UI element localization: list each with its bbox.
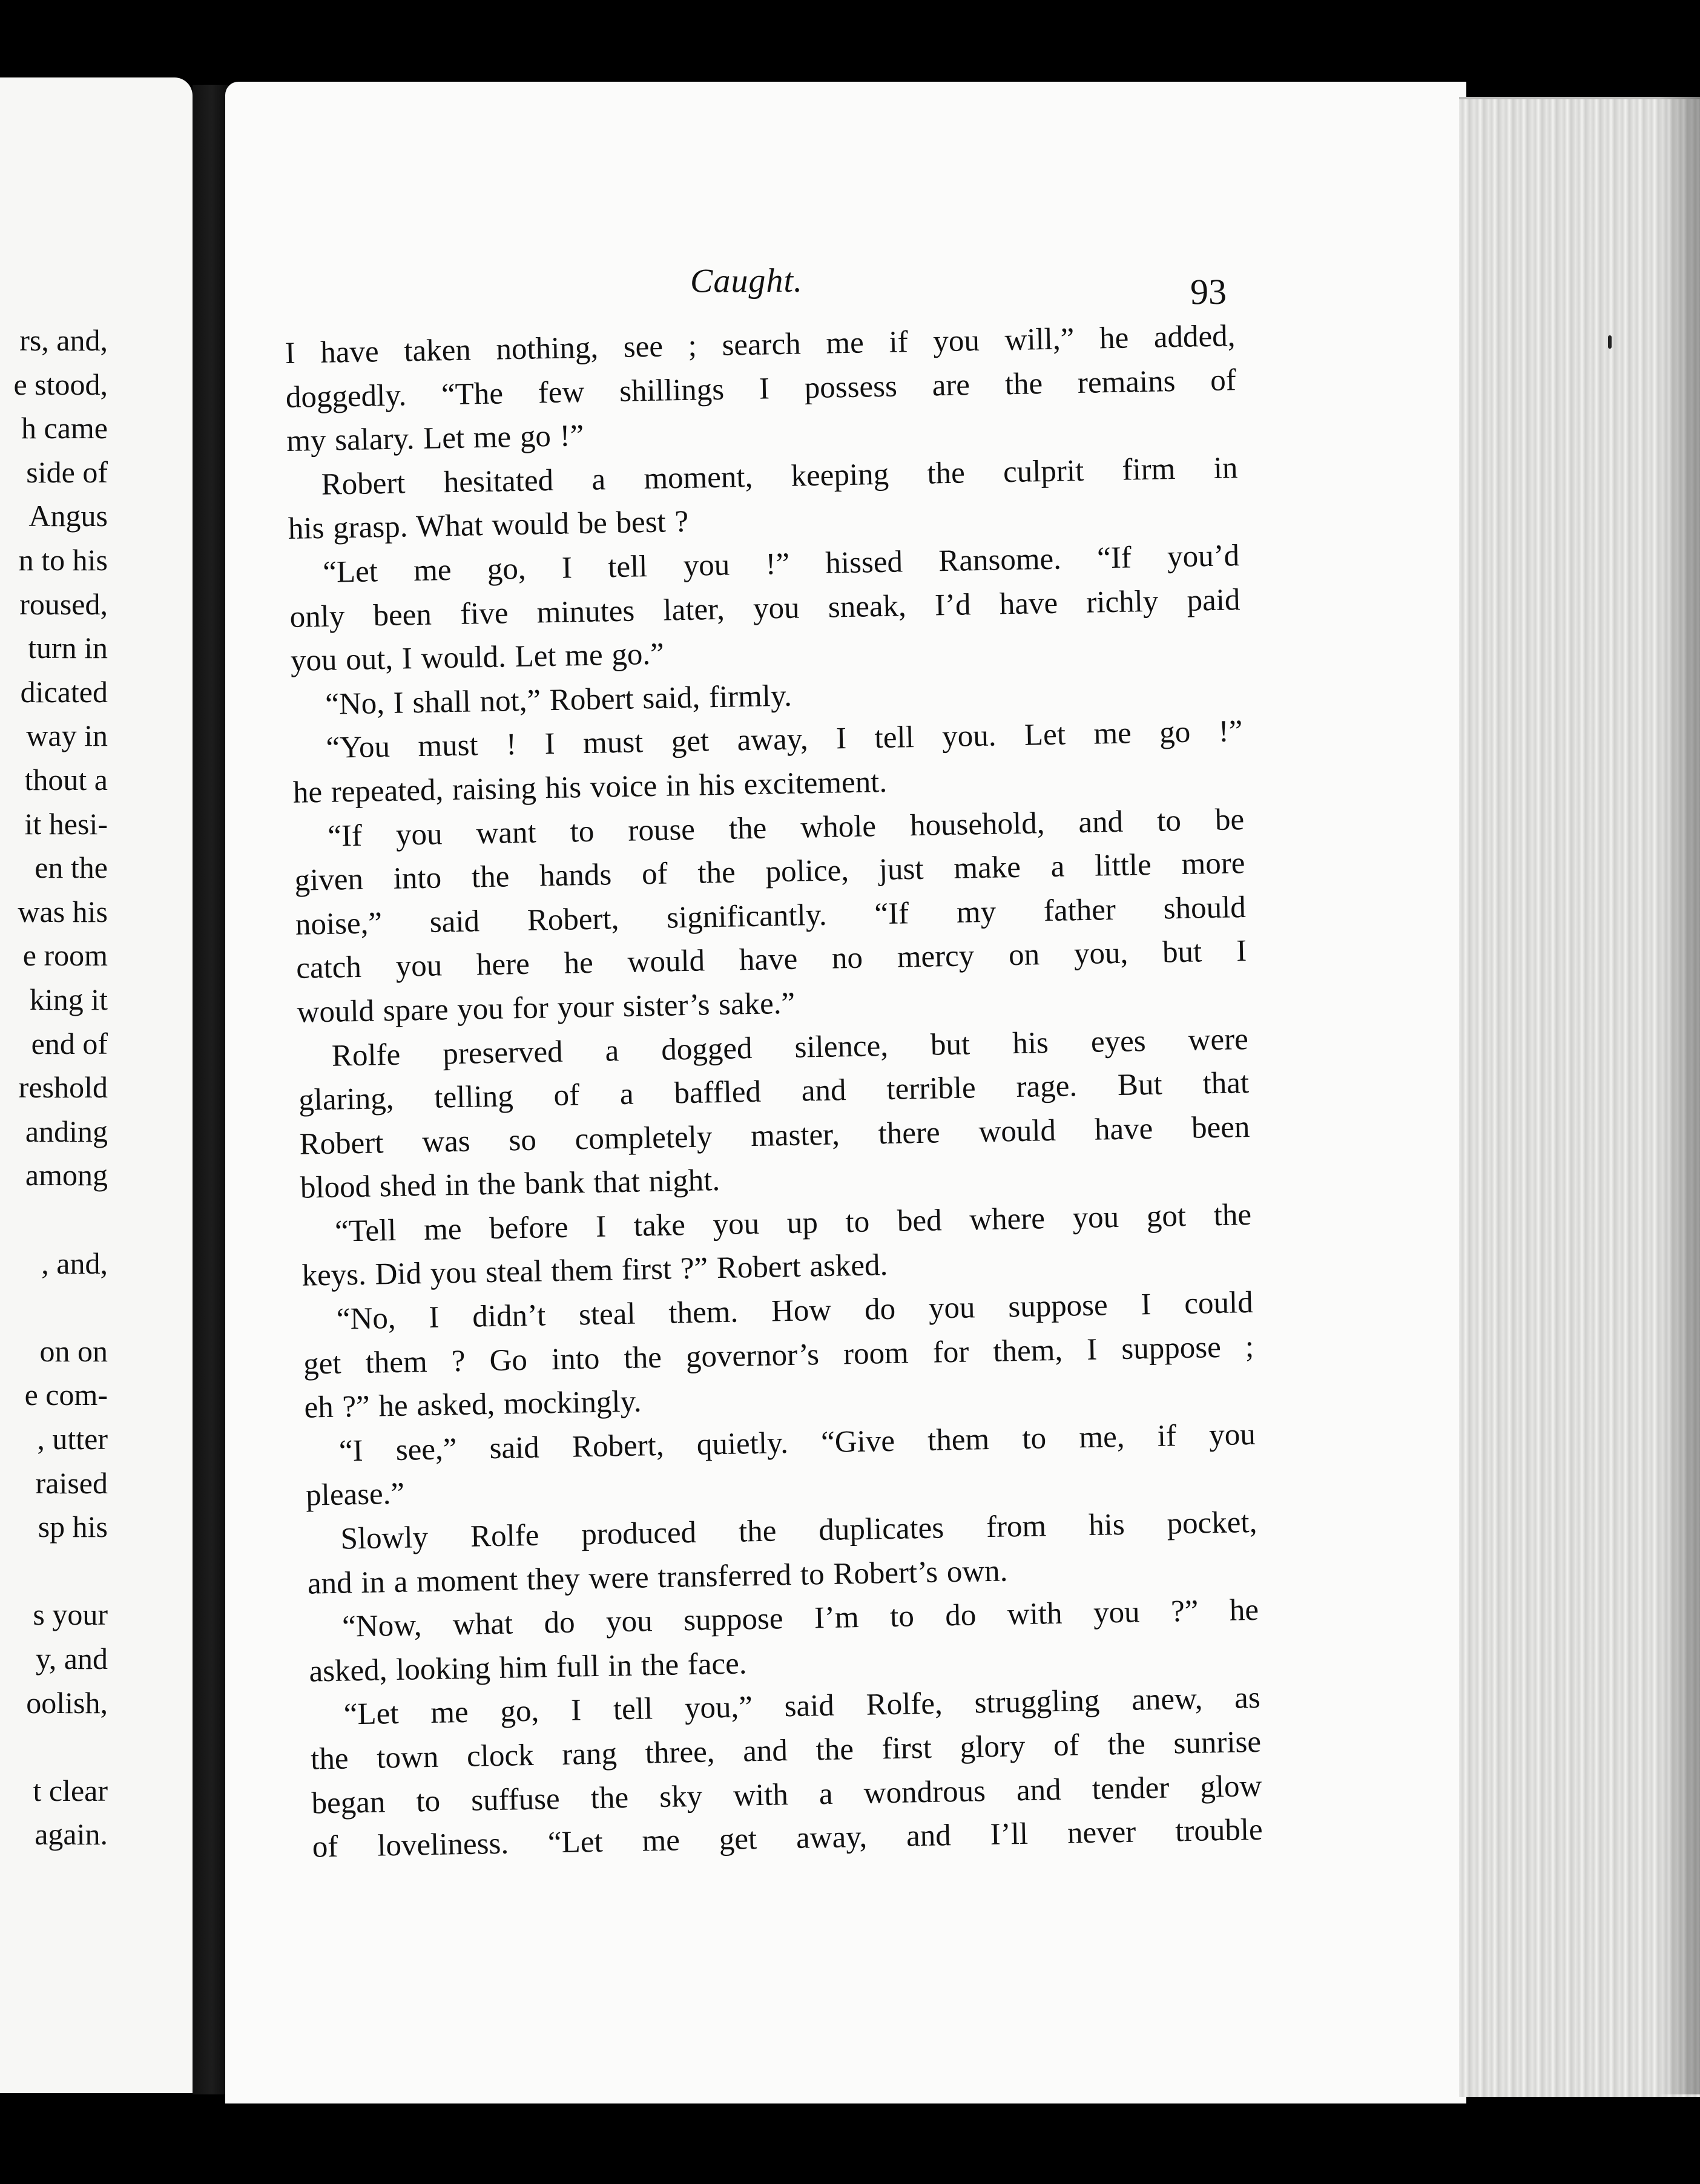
running-title: Caught. <box>690 261 803 300</box>
text-line: “Let me go, I tell you !” hissed Ransome. “If you’d <box>322 539 1240 590</box>
text-line: you out, I would. Let me go.” <box>290 637 665 679</box>
page-number: 93 <box>1190 271 1227 312</box>
text-line: “If you want to rouse the whole household, and to be <box>327 802 1245 854</box>
text-line: his grasp. What would be best ? <box>288 505 689 547</box>
text-line: of loveliness. “Let me get away, and I’ll never trouble <box>312 1813 1263 1864</box>
text-line: “No, I shall not,” Robert said, firmly. <box>325 679 792 722</box>
left-page-line: roused, <box>19 587 108 621</box>
left-page-line: , utter <box>37 1422 108 1456</box>
text-line: please.” <box>305 1477 405 1513</box>
text-line: “Now, what do you suppose I’m to do with you ?” he <box>341 1593 1259 1644</box>
left-page-line: king it <box>29 982 108 1016</box>
text-line: my salary. Let me go !” <box>286 419 584 459</box>
left-page-line: side of <box>26 455 108 489</box>
left-page-line: anding <box>25 1114 108 1148</box>
text-line: given into the hands of the police, just make a little more <box>294 846 1245 898</box>
left-page-line: oolish, <box>26 1685 108 1720</box>
left-facing-page <box>0 77 193 2093</box>
text-line: glaring, telling of a baffled and terrible rage. But that <box>298 1066 1250 1117</box>
left-page-line: again. <box>35 1817 108 1852</box>
text-line: doggedly. “The few shillings I possess are the remains of <box>285 363 1237 415</box>
left-page-line: en the <box>35 850 108 885</box>
left-page-line: way in <box>26 719 108 753</box>
text-line: “No, I didn’t steal them. How do you suppose I could <box>336 1286 1254 1337</box>
left-page-line: was his <box>18 894 108 929</box>
text-line: “I see,” said Robert, quietly. “Give them to me, if you <box>338 1417 1256 1469</box>
text-line: I have taken nothing, see ; search me if you will,” he added, <box>285 319 1236 370</box>
left-page-line: n to his <box>18 543 108 577</box>
left-page-line: thout a <box>24 763 108 797</box>
left-page-line: h came <box>21 411 108 446</box>
text-line: blood shed in the bank that night. <box>300 1163 720 1206</box>
text-line: eh ?” he asked, mockingly. <box>304 1384 642 1425</box>
text-line: he repeated, raising his voice in his excitement. <box>292 765 888 810</box>
text-line: Rolfe preserved a dogged silence, but his eyes were <box>331 1022 1249 1073</box>
left-page-line: on on <box>39 1334 108 1368</box>
text-line: catch you here he would have no mercy on you, but I <box>295 934 1247 986</box>
text-line: noise,” said Robert, significantly. “If my father should <box>295 890 1247 942</box>
text-line: “Let me go, I tell you,” said Rolfe, struggling anew, as <box>343 1681 1261 1732</box>
book-gutter <box>193 85 230 2094</box>
left-page-line: raised <box>35 1465 108 1500</box>
left-page-line: e room <box>22 938 108 973</box>
text-line: and in a moment they were transferred to Robert’s own. <box>307 1554 1008 1601</box>
left-page-line: e com- <box>24 1378 108 1412</box>
left-page-line: reshold <box>18 1070 108 1105</box>
text-line: asked, looking him full in the face. <box>309 1646 747 1689</box>
left-page-line: y, and <box>36 1642 108 1676</box>
text-line: get them ? Go into the governor’s room for them, I suppose ; <box>303 1329 1254 1381</box>
left-page-line: e stood, <box>13 367 108 401</box>
left-page-line: end of <box>31 1026 108 1061</box>
body-text <box>285 314 1263 1869</box>
left-page-line: Angus <box>28 499 108 533</box>
left-page-line: sp his <box>38 1510 108 1544</box>
text-line: keys. Did you steal them first ?” Robert asked. <box>301 1248 888 1294</box>
text-line: began to suffuse the sky with a wondrous and tender glow <box>311 1769 1262 1821</box>
left-page-line: dicated <box>20 674 108 709</box>
text-line: Robert hesitated a moment, keeping the culprit firm in <box>321 450 1238 502</box>
left-page-line: , and, <box>41 1246 108 1280</box>
text-line: “You must ! I must get away, I tell you. Let me go !” <box>326 714 1243 766</box>
text-line: Robert was so completely master, there would have been <box>299 1110 1250 1162</box>
text-line: “Tell me before I take you up to bed where you got the <box>334 1197 1252 1249</box>
text-line: Slowly Rolfe produced the duplicates from his pocket, <box>340 1505 1257 1556</box>
left-page-line: t clear <box>33 1773 108 1807</box>
text-line: only been five minutes later, you sneak, I’d have richly paid <box>289 582 1240 634</box>
text-line: would spare you for your sister’s sake.” <box>297 986 796 1030</box>
left-page-line: s your <box>33 1597 108 1632</box>
left-page-line: rs, and, <box>19 323 108 357</box>
text-line: the town clock rang three, and the first glory of the sunrise <box>310 1725 1262 1777</box>
left-page-line: it hesi- <box>24 806 108 841</box>
edge-mark <box>1608 335 1612 349</box>
left-page-line: among <box>25 1158 108 1192</box>
left-page-line: turn in <box>28 631 108 665</box>
page-edges-shadow <box>1659 97 1700 2094</box>
